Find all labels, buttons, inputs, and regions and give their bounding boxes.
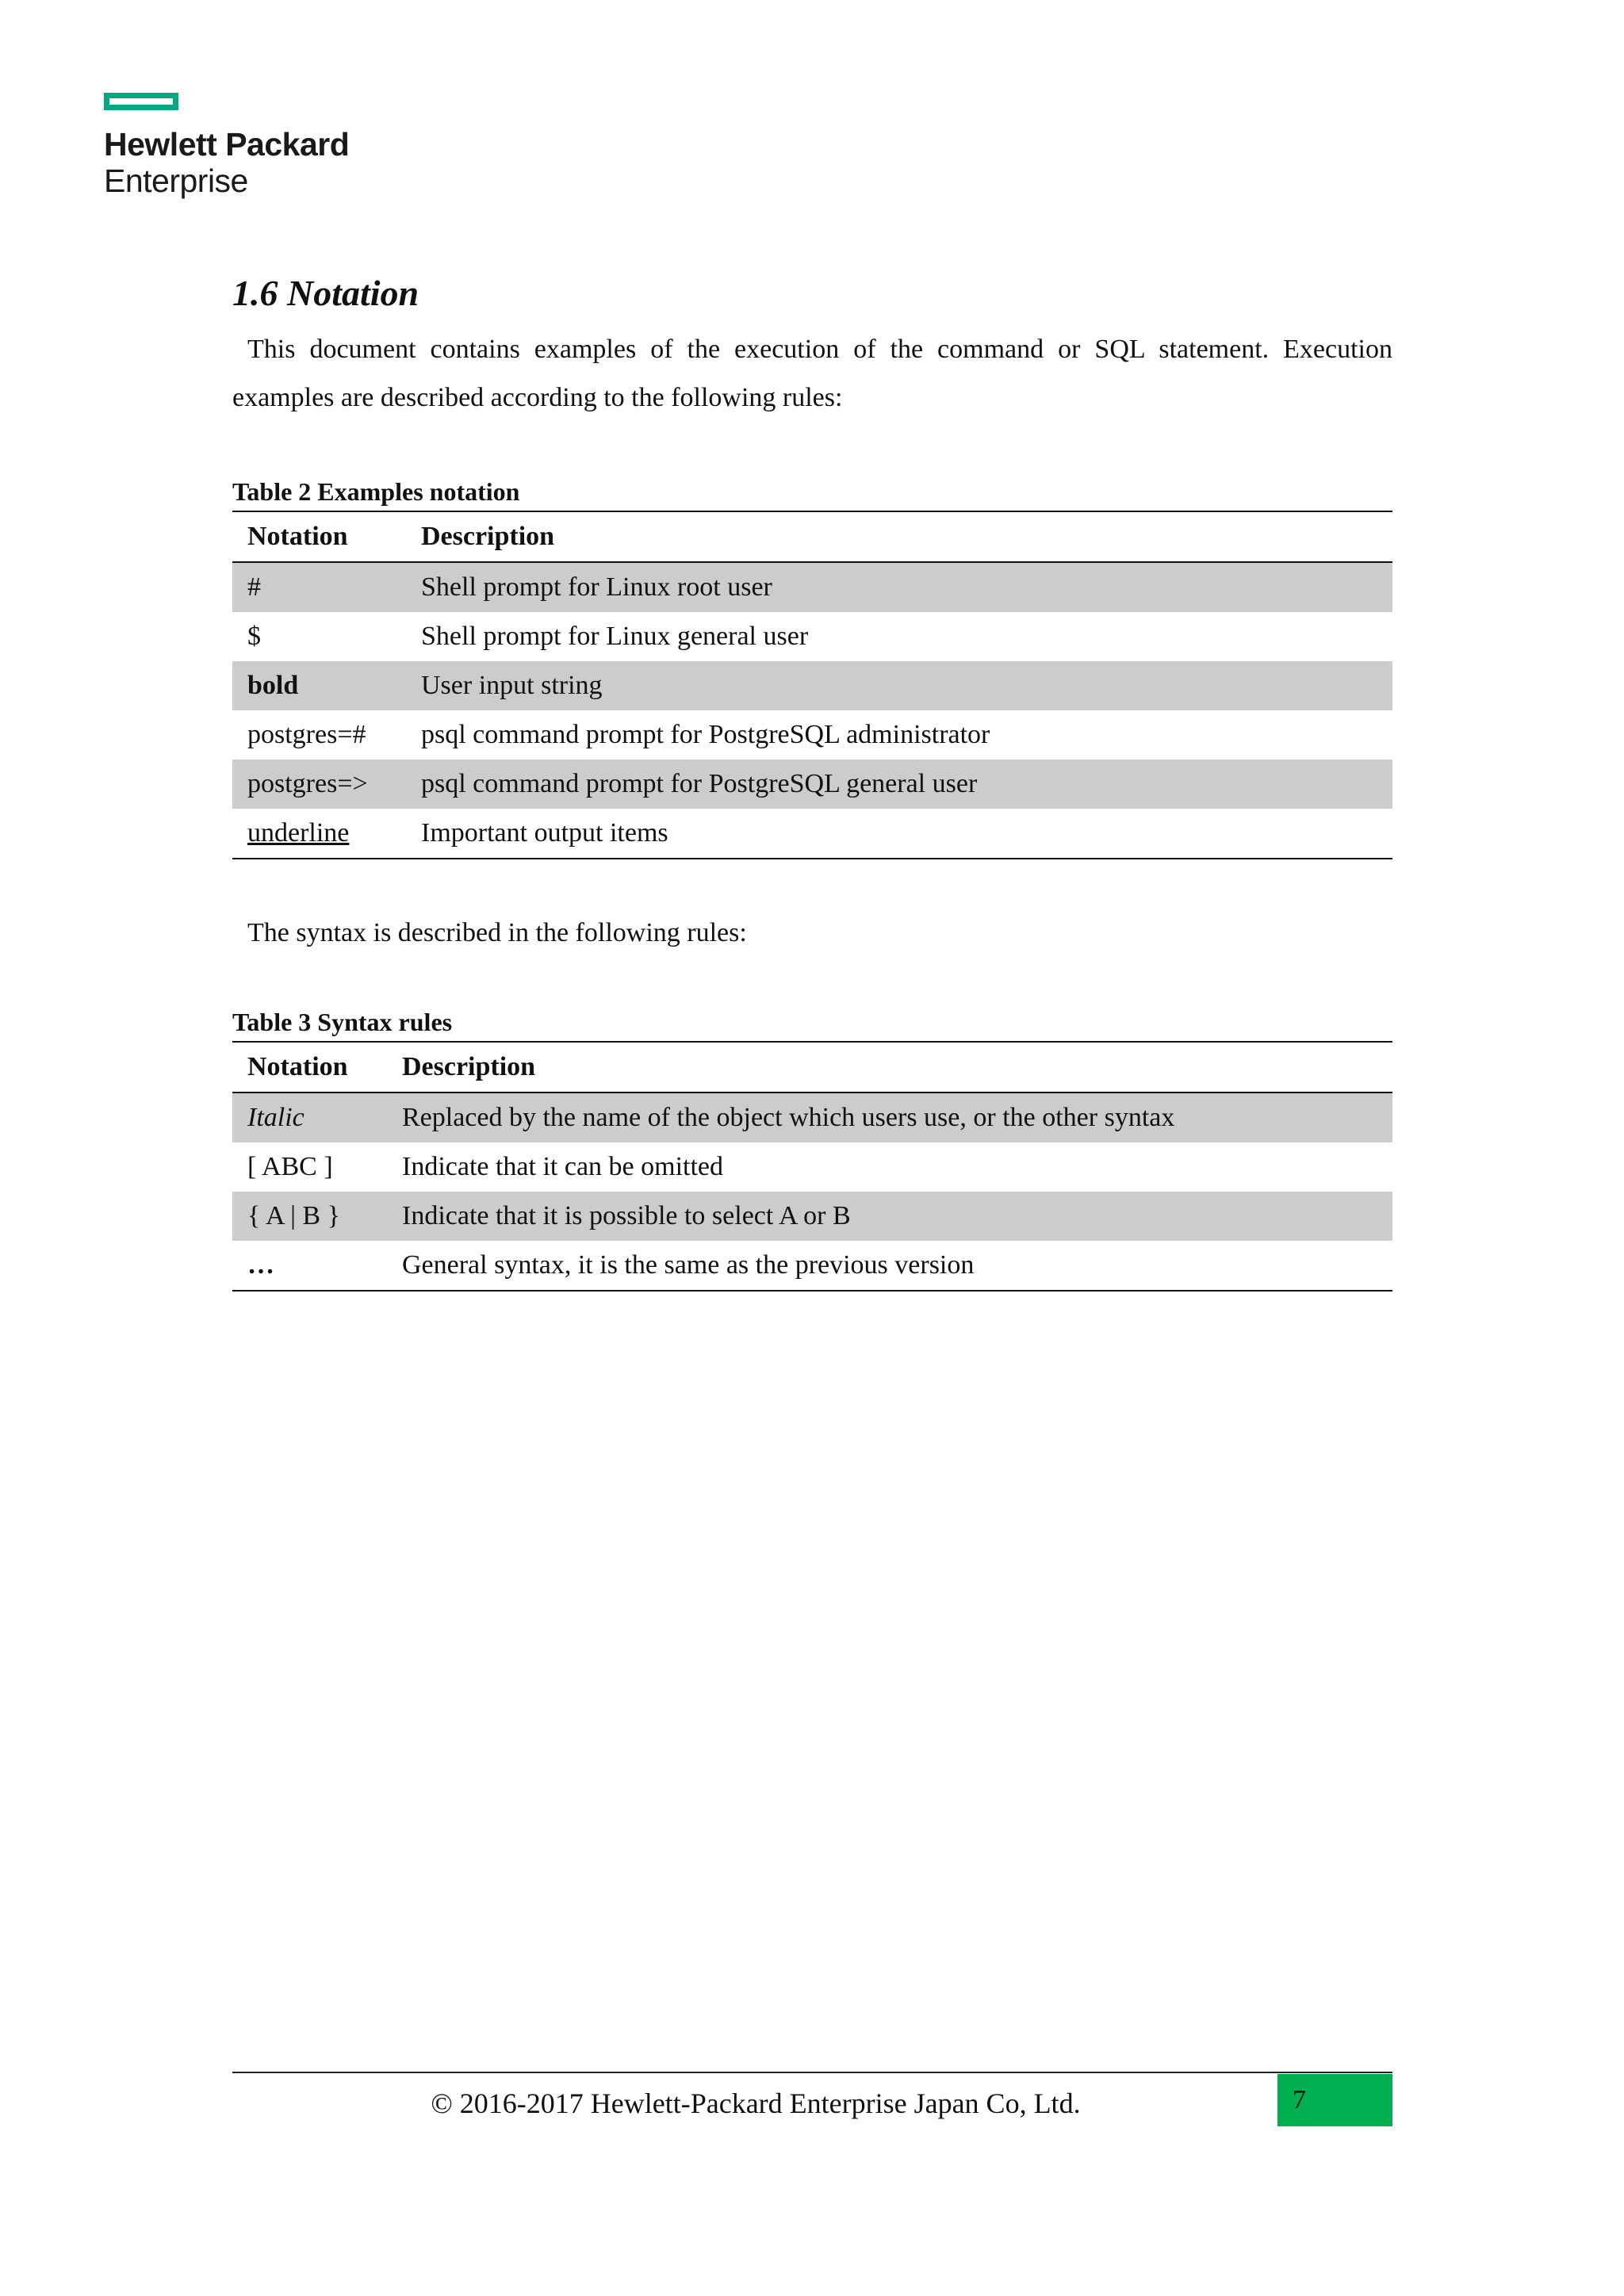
column-header-description: Description xyxy=(402,1052,536,1081)
notation-cell: bold xyxy=(232,661,406,710)
footer-divider xyxy=(232,2072,1392,2073)
table-row xyxy=(232,562,1392,612)
notation-cell xyxy=(232,809,406,859)
page-number-badge: 7 xyxy=(1277,2074,1392,2126)
description-cell: psql command prompt for PostgreSQL general user xyxy=(406,760,1392,809)
notation-cell: postgres=> xyxy=(232,760,406,809)
description-cell: Replaced by the name of the object which users use, or the other syntax xyxy=(387,1093,1392,1142)
table-row xyxy=(232,1142,1392,1192)
notation-cell: [ ABC ] xyxy=(247,1152,333,1181)
description-cell: User input string xyxy=(406,661,1392,710)
description-cell: Important output items xyxy=(421,818,668,848)
description-cell: psql command prompt for PostgreSQL administrator xyxy=(421,720,990,749)
hpe-logo xyxy=(104,93,349,199)
logo-rectangle-icon xyxy=(104,93,178,110)
table-row xyxy=(232,710,1392,760)
description-cell: Shell prompt for Linux general user xyxy=(421,622,809,651)
description-cell: General syntax, it is the same as the previous version xyxy=(402,1250,975,1280)
notation-cell: postgres=# xyxy=(247,720,366,749)
page-content xyxy=(232,270,1392,1292)
table-header-row xyxy=(232,1042,1392,1093)
notation-cell: { A | B } xyxy=(232,1192,387,1241)
syntax-intro-paragraph: The syntax is described in the following rules: xyxy=(247,918,747,947)
column-header-notation: Notation xyxy=(247,1052,348,1081)
description-cell: Shell prompt for Linux root user xyxy=(406,562,1392,612)
description-cell: Indicate that it can be omitted xyxy=(402,1152,724,1181)
table-row xyxy=(232,1192,1392,1241)
examples-notation-table xyxy=(232,511,1392,859)
table2-caption: Table 2 Examples notation xyxy=(232,477,520,506)
logo-text-line2: Enterprise xyxy=(104,163,248,199)
notation-cell: $ xyxy=(247,622,261,651)
column-header-notation: Notation xyxy=(247,522,348,551)
notation-cell: # xyxy=(232,562,406,612)
syntax-rules-table xyxy=(232,1041,1392,1292)
intro-paragraph: This document contains examples of the execution of the command or SQL statement. Execution examples are described according to the following rules: xyxy=(232,335,1392,412)
table-row xyxy=(232,1241,1392,1291)
table-row xyxy=(232,1093,1392,1142)
footer-copyright: © 2016-2017 Hewlett-Packard Enterprise Japan Co, Ltd. xyxy=(431,2087,1081,2119)
logo-text-line1: Hewlett Packard xyxy=(104,126,350,163)
section-heading: 1.6 Notation xyxy=(232,273,419,313)
table-header-row xyxy=(232,511,1392,562)
underline-sample: underline xyxy=(247,818,350,848)
table-row xyxy=(232,760,1392,809)
table-row xyxy=(232,612,1392,661)
description-cell: Indicate that it is possible to select A or B xyxy=(387,1192,1392,1241)
notation-cell: Italic xyxy=(232,1093,387,1142)
notation-cell: … xyxy=(247,1250,274,1280)
column-header-description: Description xyxy=(421,522,555,551)
table-row xyxy=(232,661,1392,710)
table3-caption: Table 3 Syntax rules xyxy=(232,1008,453,1036)
table-row xyxy=(232,809,1392,859)
